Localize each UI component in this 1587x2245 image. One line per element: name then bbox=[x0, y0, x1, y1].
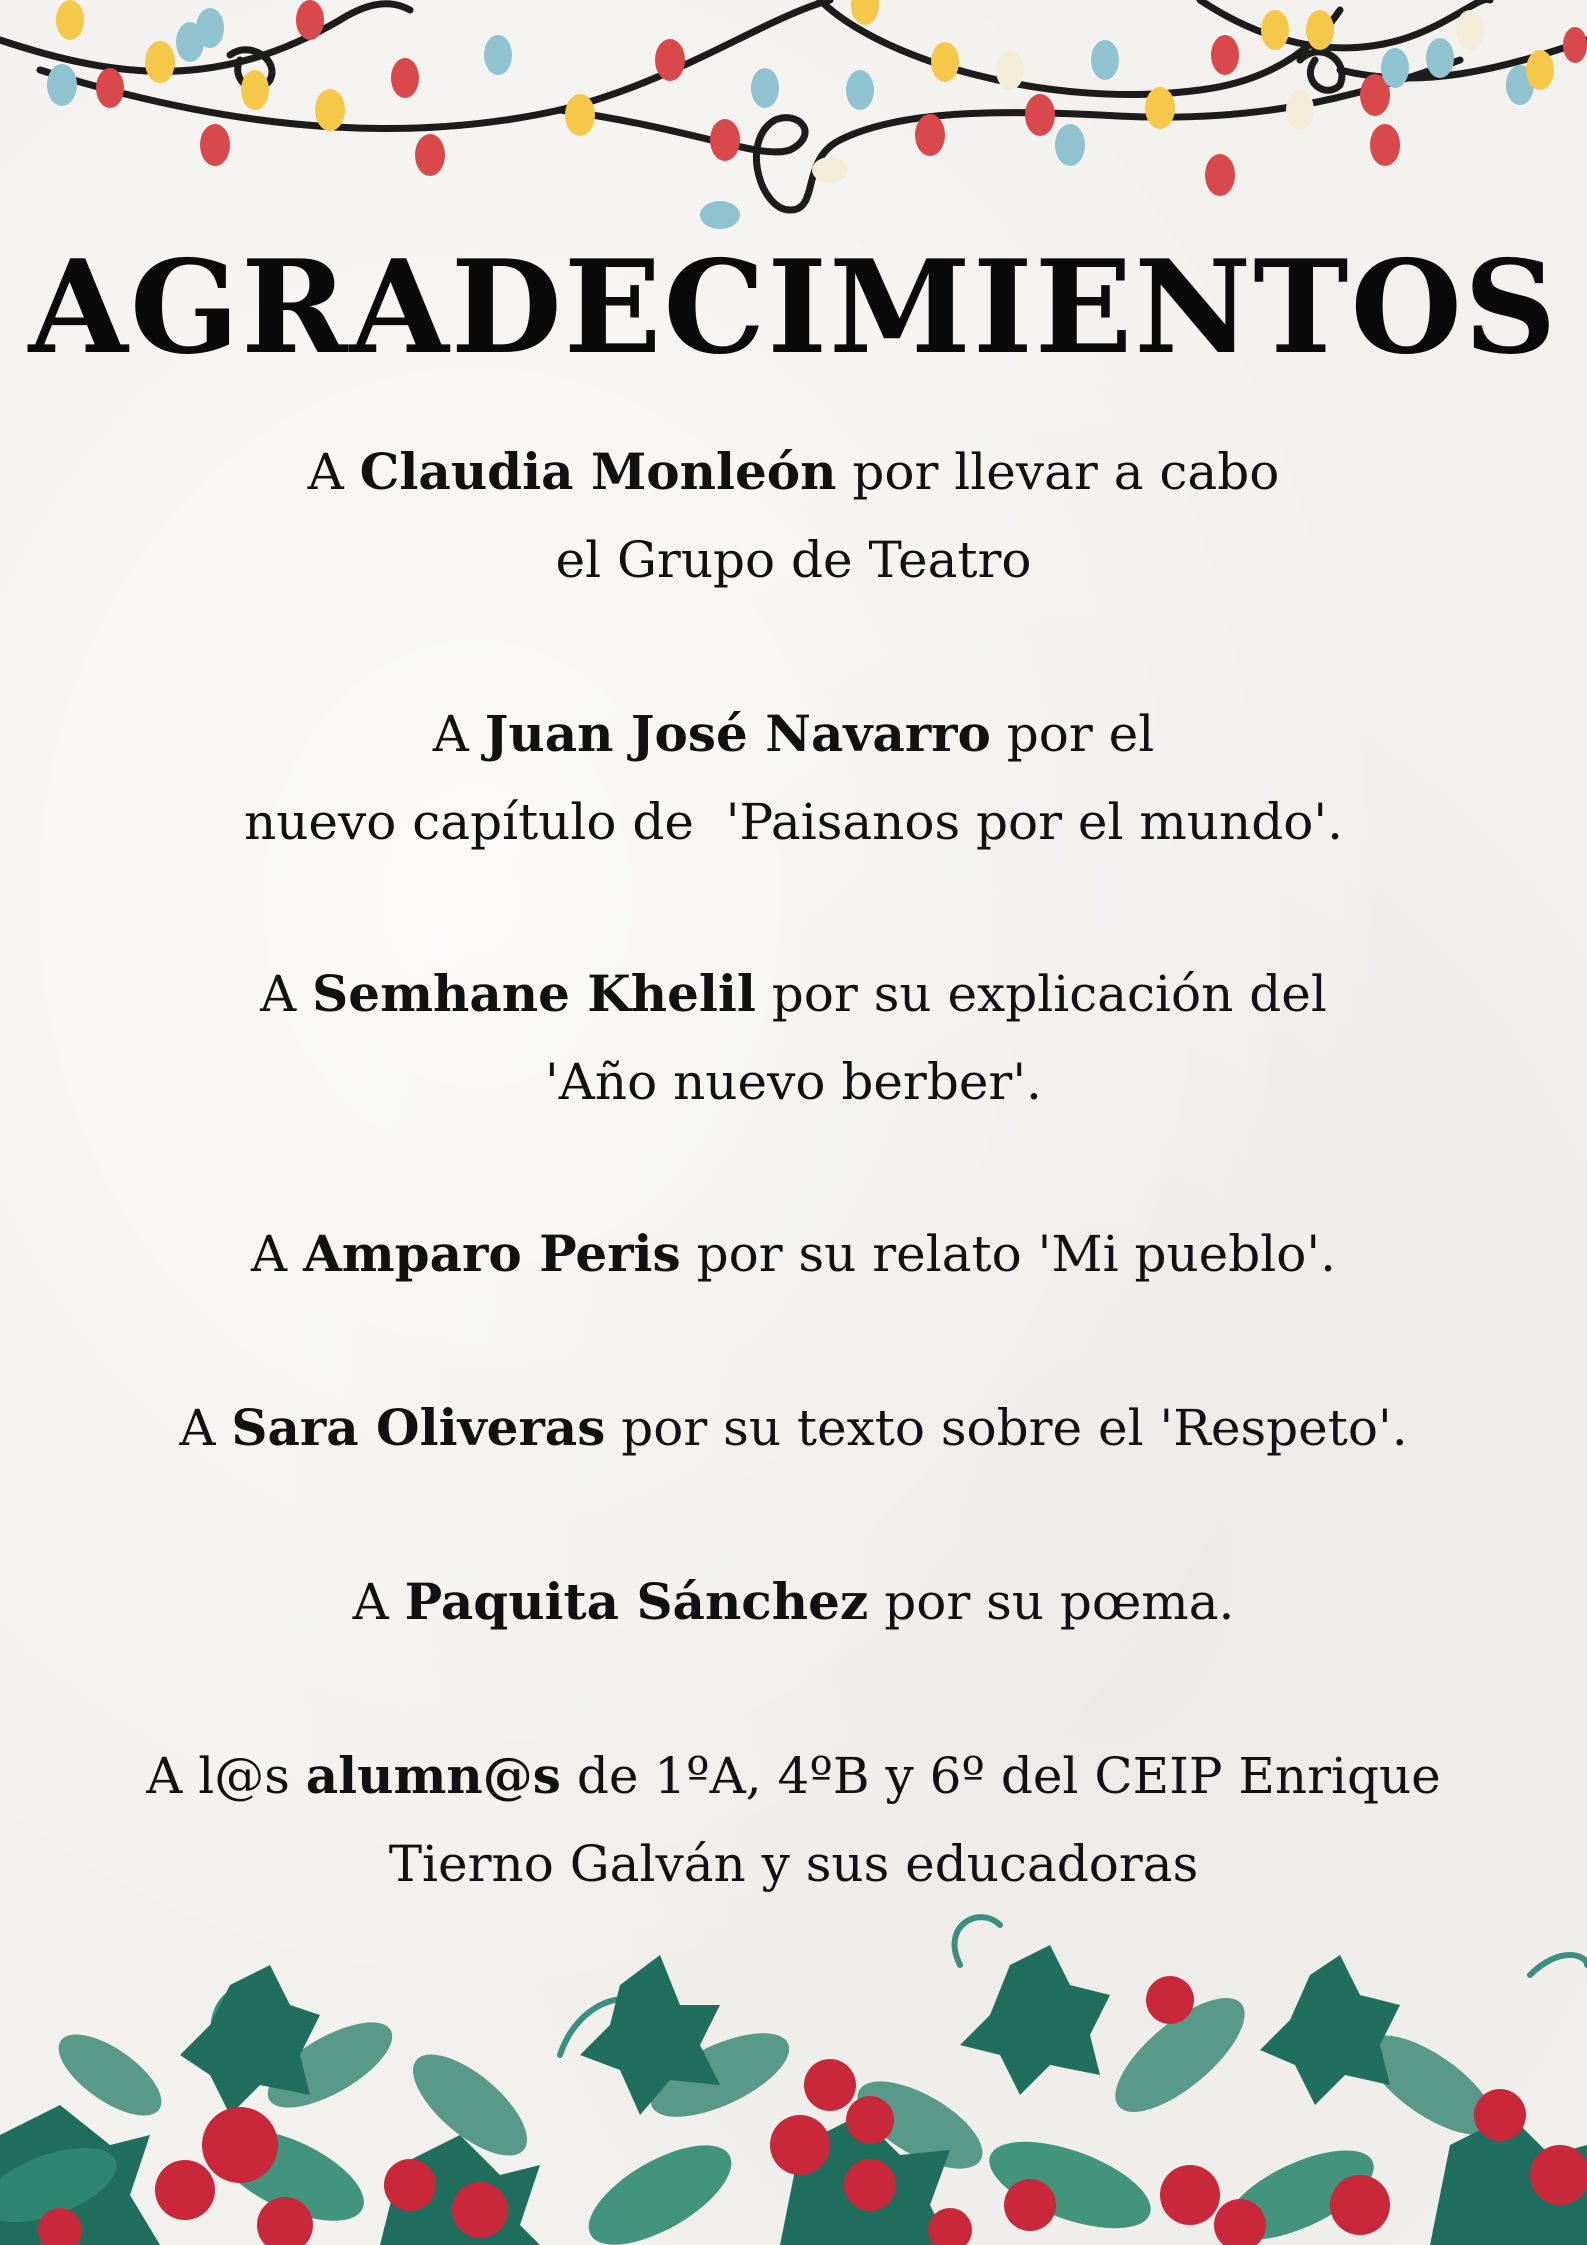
thanks-entry-1: A Claudia Monleón por llevar a cabo el Grupo de Teatro bbox=[307, 442, 1280, 589]
string-lights-decoration bbox=[0, 0, 1587, 240]
thanks-entry-2: A Juan José Navarro por el nuevo capítulo de 'Paisanos por el mundo'. bbox=[244, 704, 1343, 851]
person-name: alumn@s bbox=[305, 1746, 561, 1805]
thanks-entry-6: A Paquita Sánchez por su pœma. bbox=[352, 1572, 1235, 1631]
person-name: Semhane Khelil bbox=[312, 964, 756, 1023]
thanks-entry-7: A l@s alumn@s de 1ºA, 4ºB y 6º del CEIP Enrique Tierno Galván y sus educadoras bbox=[146, 1746, 1441, 1893]
person-name: Amparo Peris bbox=[302, 1224, 681, 1283]
page-title: AGRADECIMIENTOS bbox=[28, 233, 1559, 383]
person-name: Sara Oliveras bbox=[231, 1398, 606, 1457]
thanks-entry-4: A Amparo Peris por su relato 'Mi pueblo'. bbox=[250, 1224, 1337, 1283]
person-name: Juan José Navarro bbox=[484, 704, 991, 763]
thanks-entry-3: A Semhane Khelil por su explicación del 'Año nuevo berber'. bbox=[260, 964, 1327, 1111]
person-name: Paquita Sánchez bbox=[404, 1572, 869, 1631]
holly-foliage-decoration bbox=[0, 1905, 1587, 2245]
person-name: Claudia Monleón bbox=[359, 442, 837, 501]
thanks-entry-5: A Sara Oliveras por su texto sobre el 'Respeto'. bbox=[179, 1398, 1408, 1457]
